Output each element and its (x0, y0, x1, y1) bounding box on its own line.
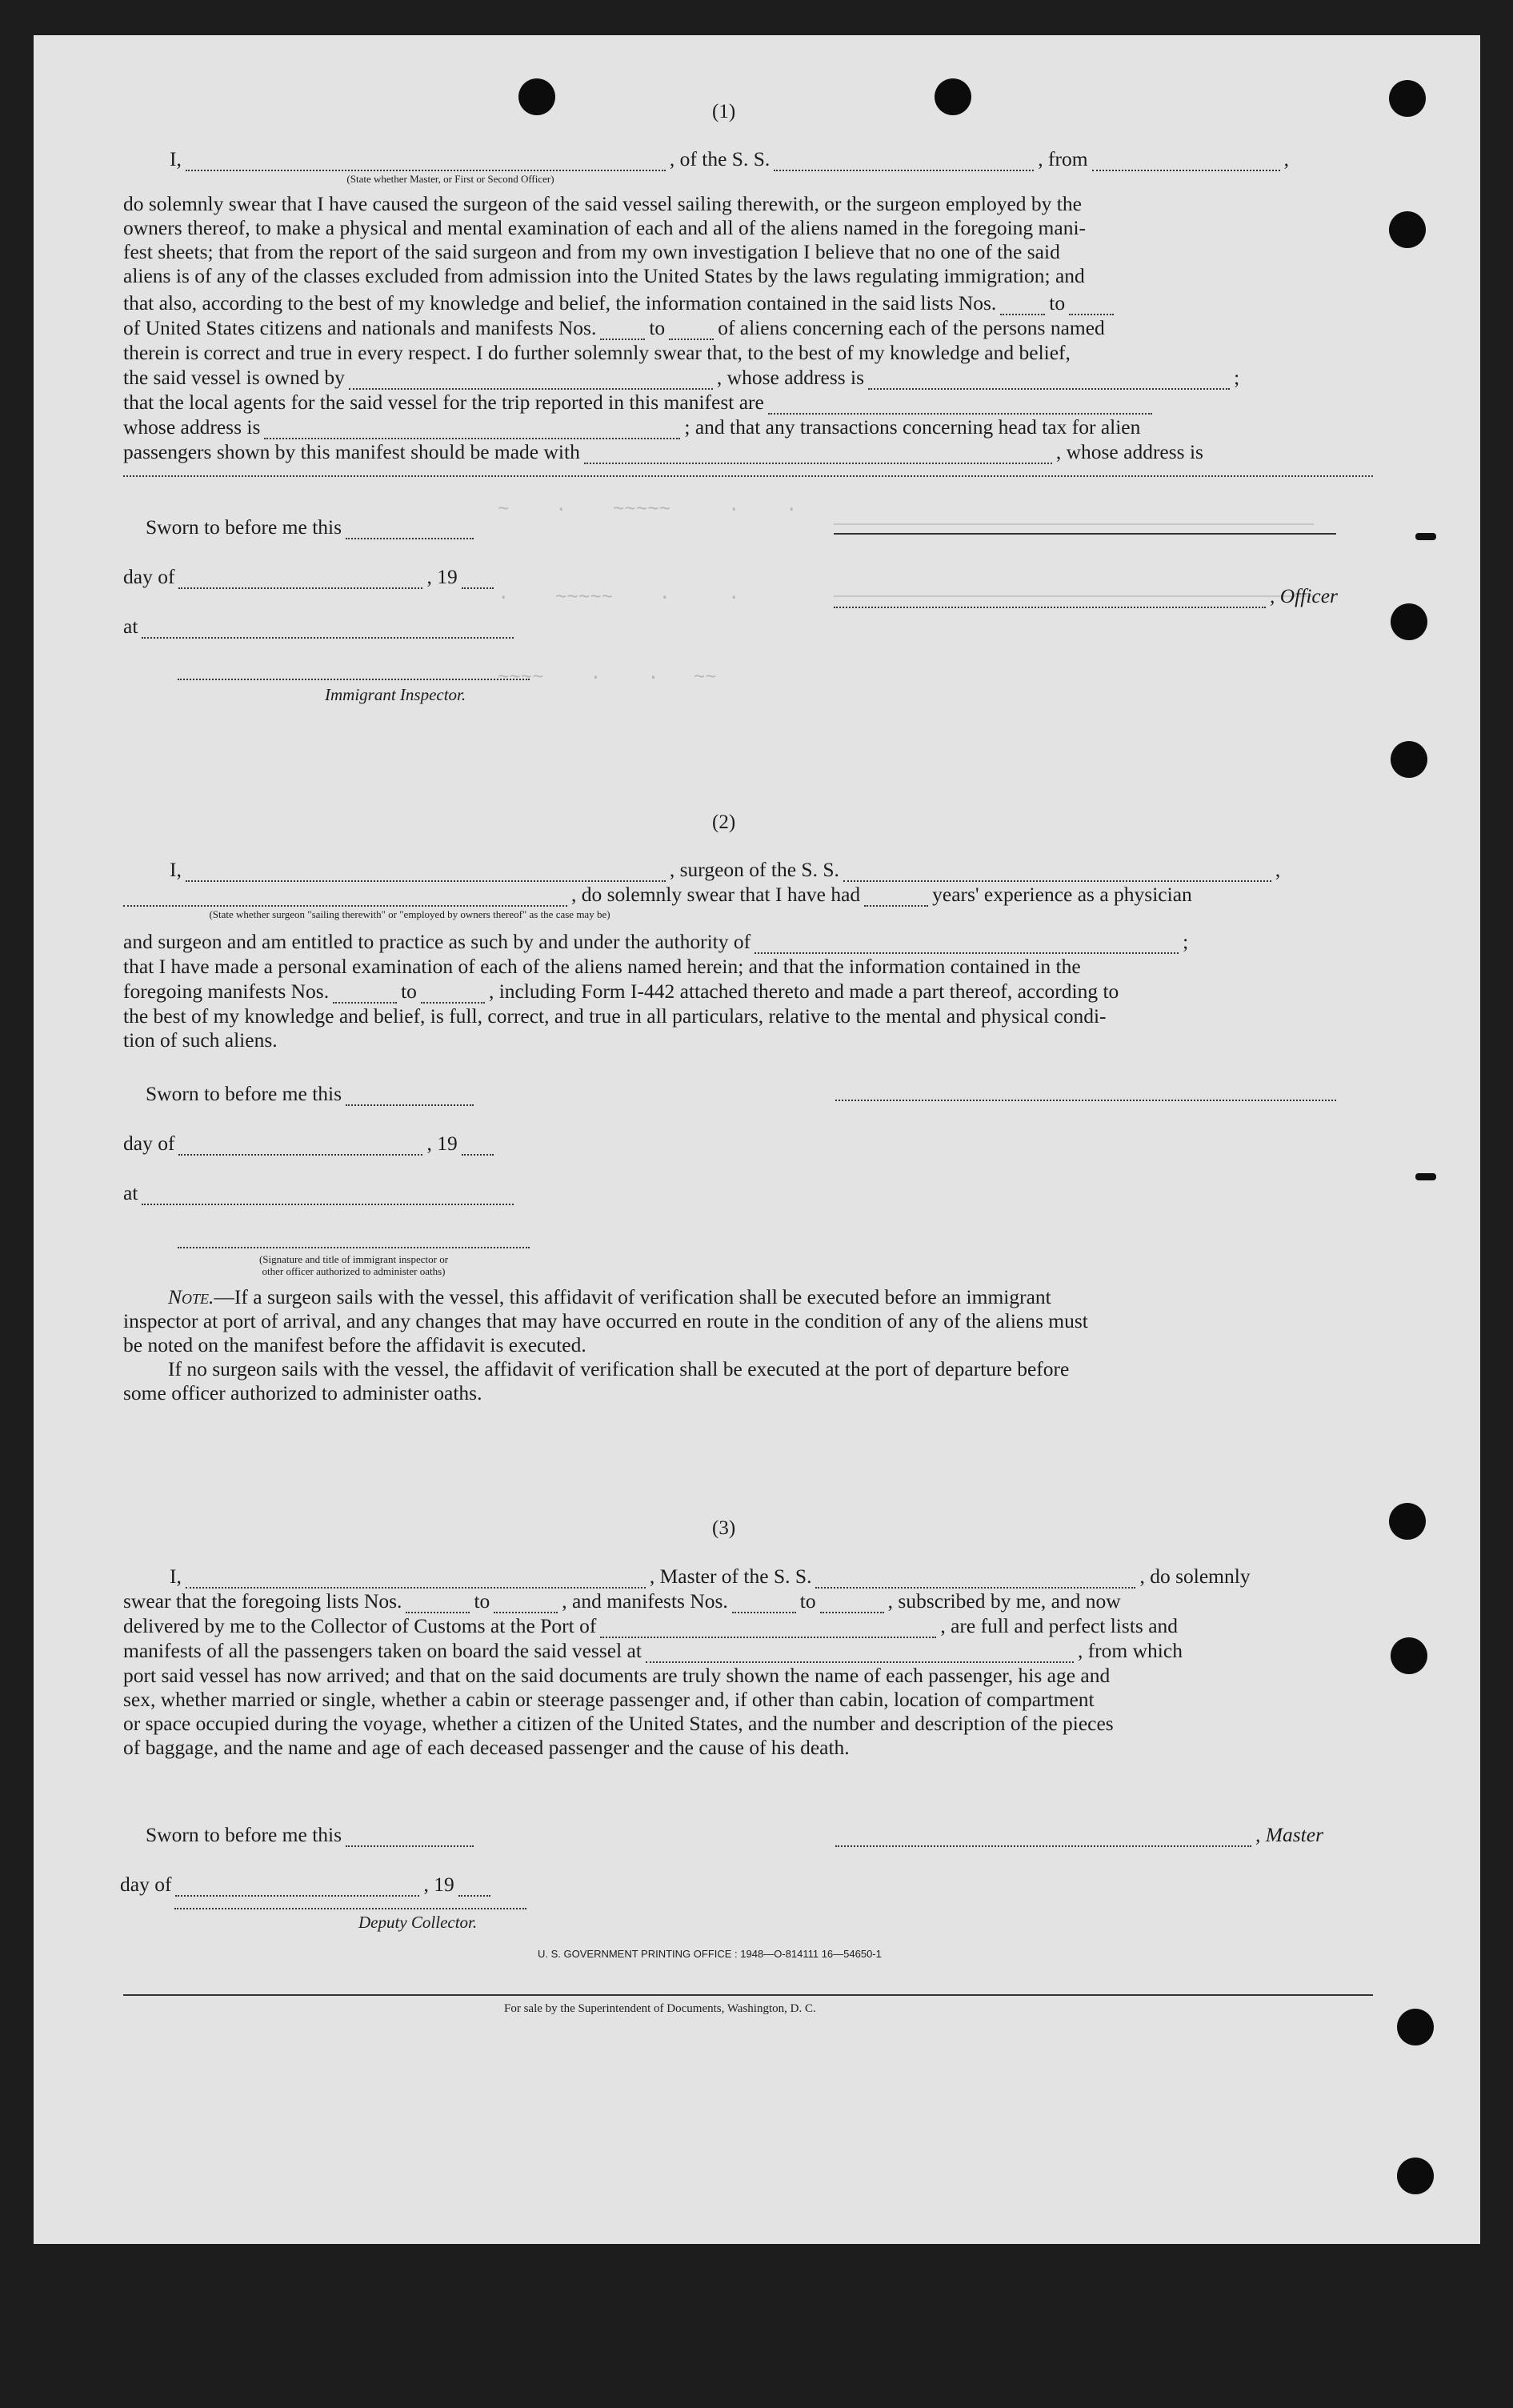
inspector-1-caption: Immigrant Inspector. (325, 685, 466, 704)
practice-authority-field[interactable] (754, 938, 1179, 954)
day-1-month-field[interactable] (178, 573, 422, 589)
surgeon-note: (State whether surgeon "sailing therewith" or "employed by owners thereof" as the case may be) (209, 908, 610, 920)
master-declaration-line: I, , of the S. S. , from , (170, 147, 1289, 170)
officer-signature-field[interactable] (834, 592, 1266, 608)
day-1-line: day of , 19 (123, 565, 498, 589)
punch-hole (1389, 80, 1426, 117)
therein-line: therein is correct and true in every respect. I do further solemnly swear that, to the best of my knowledge and belief, (123, 341, 1071, 364)
manifests-3-to-field[interactable] (820, 1597, 884, 1613)
agents-address-line: whose address is ; and that any transactions concerning head tax for alien (123, 415, 1141, 439)
footer-text: For sale by the Superintendent of Documents, Washington, D. C. (504, 2002, 816, 2015)
manifests-to-field[interactable] (669, 324, 714, 340)
at-2-line: at (123, 1181, 518, 1205)
bleed-through: ~~~~ · · ~~ (498, 667, 717, 689)
officer-line: , Officer (834, 584, 1338, 608)
officer-signature-top[interactable] (834, 533, 1336, 535)
note-block: Note.—If a surgeon sails with the vessel, this affidavit of verification shall be executed before an immigrant inspector at port of arrival, and any changes that may have occurred en route in the condition of any of the aliens must be noted on the manifest before the affidavit is executed. If no surgeon sails with the vessel, the affidavit of verification shall be executed at the port of departure before some officer authorized to administer oaths. (123, 1285, 1088, 1404)
lists-from-field[interactable] (1000, 299, 1045, 315)
punch-hole (1397, 2009, 1434, 2045)
port-field[interactable] (600, 1622, 936, 1638)
lists-line: that also, according to the best of my knowledge and belief, the information contained in the said lists Nos. to (123, 291, 1373, 315)
surgeon-name-field[interactable] (186, 866, 666, 882)
agents-address-field[interactable] (264, 423, 680, 439)
form-page (34, 35, 1480, 2244)
sworn-3-date-field[interactable] (346, 1831, 474, 1847)
master-3-name-field[interactable] (186, 1573, 646, 1589)
punch-hole (935, 78, 971, 115)
vessel-name-field[interactable] (774, 155, 1034, 171)
day-1-year-field[interactable] (462, 573, 494, 589)
punch-hole (1389, 211, 1426, 248)
lists-3-line: swear that the foregoing lists Nos. to , and manifests Nos. to , subscribed by me, and now (123, 1589, 1121, 1613)
head-tax-line: passengers shown by this manifest should be made with , whose address is (123, 440, 1203, 463)
day-2-month-field[interactable] (178, 1140, 422, 1156)
section-3-number: (3) (712, 1517, 736, 1539)
printing-office-line: U. S. GOVERNMENT PRINTING OFFICE : 1948—O-814111 16—54650-1 (538, 1948, 882, 1960)
owner-field[interactable] (349, 374, 713, 390)
inspector-2-signature[interactable] (178, 1247, 530, 1248)
master-note: (State whether Master, or First or Second Officer) (346, 173, 554, 185)
punch-hole (1391, 1637, 1427, 1674)
from-label: , from (1038, 147, 1088, 170)
boarded-port-field[interactable] (646, 1647, 1074, 1663)
section-2-body: the best of my knowledge and belief, is full, correct, and true in all particulars, relative to the mental and physical condi- tion of such aliens. (123, 1004, 1107, 1052)
bleed-through (834, 523, 1314, 525)
foregoing-to-field[interactable] (421, 988, 485, 1004)
agents-line: that the local agents for the said vessel for the trip reported in this manifest are (123, 391, 1373, 415)
bleed-through: · ~~~~~ · · (498, 587, 740, 609)
punch-hole (1389, 1503, 1426, 1540)
binding-mark (1415, 1173, 1436, 1180)
foregoing-line: foregoing manifests Nos. to , including Form I-442 attached thereto and made a part thereof, according to (123, 980, 1119, 1003)
bleed-through: ~ · ~~~~~ · · (498, 499, 798, 521)
surgeon-vessel-field[interactable] (843, 866, 1271, 882)
sworn-1-line: Sworn to before me this (146, 515, 478, 539)
deputy-collector-caption: Deputy Collector. (358, 1913, 478, 1932)
master-3-vessel-field[interactable] (815, 1573, 1135, 1589)
inspector-2-caption: (Signature and title of immigrant inspector or other officer authorized to administer oaths) (258, 1253, 449, 1277)
foregoing-from-field[interactable] (333, 988, 397, 1004)
port-line: delivered by me to the Collector of Customs at the Port of , are full and perfect lists and (123, 1614, 1179, 1637)
i-label: I, (170, 147, 182, 170)
inspector-1-signature[interactable] (178, 679, 530, 680)
head-tax-field[interactable] (584, 448, 1052, 464)
binding-mark (1415, 533, 1436, 540)
section-1-number: (1) (712, 101, 736, 122)
head-tax-address-field[interactable] (123, 475, 1373, 477)
of-ss-label: , of the S. S. (669, 147, 771, 170)
footer-rule (123, 1994, 1373, 1996)
owner-address-field[interactable] (868, 374, 1230, 390)
sworn-2-date-field[interactable] (346, 1090, 474, 1106)
note-label: Note. (168, 1285, 214, 1308)
punch-hole (518, 78, 555, 115)
experience-line: , do solemnly swear that I have had years' experience as a physician (123, 883, 1373, 907)
lists-to-field[interactable] (1069, 299, 1114, 315)
deputy-collector-signature[interactable] (174, 1908, 526, 1909)
punch-hole (1391, 741, 1427, 778)
day-3-year-field[interactable] (458, 1881, 490, 1897)
at-1-field[interactable] (142, 623, 514, 639)
punch-hole (1397, 2158, 1434, 2194)
at-2-field[interactable] (142, 1189, 514, 1205)
lists-3-to-field[interactable] (494, 1597, 558, 1613)
surgeon-type-field[interactable] (123, 891, 567, 907)
manifests-from-field[interactable] (600, 324, 645, 340)
section-2-number: (2) (712, 811, 736, 833)
punch-hole (1391, 603, 1427, 640)
master-name-field[interactable] (186, 155, 666, 171)
day-2-year-field[interactable] (462, 1140, 494, 1156)
agents-field[interactable] (768, 399, 1152, 415)
citizens-line: of United States citizens and nationals and manifests Nos. to of aliens concerning each of the persons named (123, 316, 1105, 339)
day-3-month-field[interactable] (175, 1881, 419, 1897)
exam-line: that I have made a personal examination of each of the aliens named herein; and that the information contained in the (123, 955, 1081, 978)
practice-line: and surgeon and am entitled to practice as such by and under the authority of ; (123, 930, 1189, 953)
manifests-3-from-field[interactable] (732, 1597, 796, 1613)
from-port-field[interactable] (1092, 155, 1280, 171)
lists-3-from-field[interactable] (406, 1597, 470, 1613)
master-3-line: I, , Master of the S. S. , do solemnly (170, 1565, 1251, 1588)
sworn-2-line: Sworn to before me this (146, 1082, 478, 1106)
boarded-line: manifests of all the passengers taken on board the said vessel at , from which (123, 1639, 1183, 1662)
master-signature-field[interactable] (835, 1831, 1251, 1847)
years-experience-field[interactable] (864, 891, 928, 907)
master-signature-line: , Master (835, 1823, 1323, 1847)
at-1-line: at (123, 615, 518, 639)
section-3-body: port said vessel has now arrived; and that on the said documents are truly shown the name of each passenger, his age and sex, whether married or single, whether a cabin or steerage passenger and, if other than cabin, location of compartment or space occupied during the voyage, whether a citizen of the United States, and the number and description of the pieces of baggage, and the name and age of each deceased passenger and the cause of his death. (123, 1664, 1114, 1759)
day-2-line: day of , 19 (123, 1132, 498, 1156)
surgeon-line: I, , surgeon of the S. S. , (170, 858, 1281, 881)
owner-line: the said vessel is owned by , whose address is ; (123, 366, 1240, 389)
day-3-line: day of , 19 (120, 1873, 494, 1897)
surgeon-signature[interactable] (835, 1100, 1336, 1101)
section-1-body: do solemnly swear that I have caused the surgeon of the said vessel sailing therewith, or the surgeon employed by the owners thereof, to make a physical and mental examination of each and all of the aliens named in the foregoing mani- fest sheets; that from the report of the said surgeon and from my own investigation I believe that no one of the said aliens is of any of the classes excluded from admission into the United States by the laws regulating immigration; and (123, 192, 1087, 287)
sworn-3-line: Sworn to before me this (146, 1823, 478, 1847)
sworn-1-date-field[interactable] (346, 523, 474, 539)
